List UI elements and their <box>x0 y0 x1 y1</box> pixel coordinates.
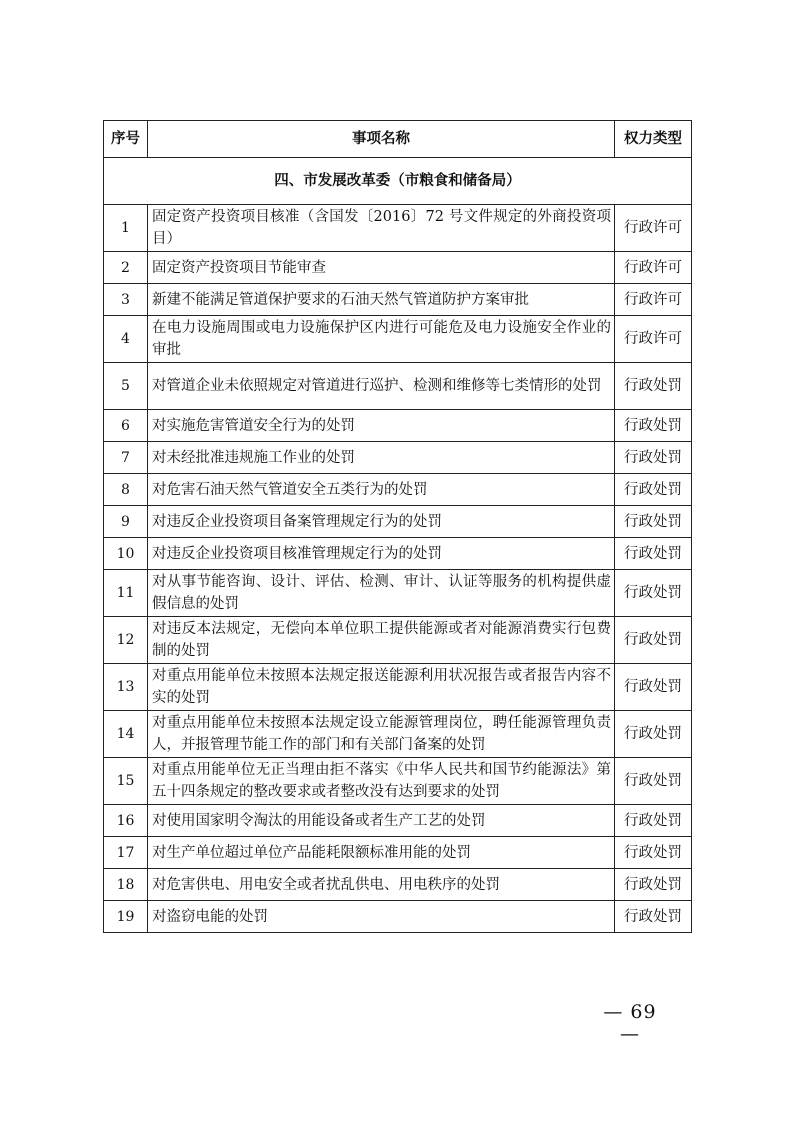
table-row <box>104 837 692 869</box>
row-item-name: 固定资产投资项目核准（含国发〔2016〕72 号文件规定的外商投资项目） <box>148 205 615 252</box>
row-power-type: 行政处罚 <box>615 837 692 869</box>
row-number: 8 <box>104 474 148 506</box>
row-item-name: 在电力设施周围或电力设施保护区内进行可能危及电力设施安全作业的审批 <box>148 316 615 363</box>
table-row <box>104 410 692 442</box>
table-row <box>104 570 692 617</box>
row-item-name: 对重点用能单位未按照本法规定报送能源利用状况报告或者报告内容不实的处罚 <box>148 664 615 711</box>
row-power-type: 行政处罚 <box>615 474 692 506</box>
row-power-type: 行政处罚 <box>615 538 692 570</box>
page-number: — 69 — <box>603 1001 657 1045</box>
row-power-type: 行政处罚 <box>615 363 692 410</box>
table-row <box>104 506 692 538</box>
row-item-name: 对危害供电、用电安全或者扰乱供电、用电秩序的处罚 <box>148 869 615 901</box>
row-power-type: 行政处罚 <box>615 617 692 664</box>
row-item-name: 对违反企业投资项目备案管理规定行为的处罚 <box>148 506 615 538</box>
row-item-name: 对管道企业未依照规定对管道进行巡护、检测和维修等七类情形的处罚 <box>148 363 615 410</box>
row-power-type: 行政许可 <box>615 252 692 284</box>
row-item-name: 对重点用能单位无正当理由拒不落实《中华人民共和国节约能源法》第五十四条规定的整改要求或者整改没有达到要求的处罚 <box>148 758 615 805</box>
row-number: 12 <box>104 617 148 664</box>
row-power-type: 行政处罚 <box>615 442 692 474</box>
row-power-type: 行政处罚 <box>615 805 692 837</box>
row-item-name: 对重点用能单位未按照本法规定设立能源管理岗位，聘任能源管理负责人，并报管理节能工作的部门和有关部门备案的处罚 <box>148 711 615 758</box>
table-row <box>104 805 692 837</box>
row-power-type: 行政处罚 <box>615 901 692 933</box>
row-number: 5 <box>104 363 148 410</box>
row-item-name: 对违反本法规定，无偿向本单位职工提供能源或者对能源消费实行包费制的处罚 <box>148 617 615 664</box>
row-item-name: 对使用国家明令淘汰的用能设备或者生产工艺的处罚 <box>148 805 615 837</box>
table-row <box>104 664 692 711</box>
header-no: 序号 <box>104 121 148 158</box>
table-row <box>104 205 692 252</box>
table-row <box>104 316 692 363</box>
row-item-name: 对未经批准违规施工作业的处罚 <box>148 442 615 474</box>
row-number: 1 <box>104 205 148 252</box>
header-name: 事项名称 <box>148 121 615 158</box>
row-power-type: 行政许可 <box>615 316 692 363</box>
row-power-type: 行政许可 <box>615 205 692 252</box>
row-number: 2 <box>104 252 148 284</box>
row-power-type: 行政处罚 <box>615 506 692 538</box>
row-number: 7 <box>104 442 148 474</box>
header-type: 权力类型 <box>615 121 692 158</box>
table-row <box>104 901 692 933</box>
table-row <box>104 474 692 506</box>
row-item-name: 对从事节能咨询、设计、评估、检测、审计、认证等服务的机构提供虚假信息的处罚 <box>148 570 615 617</box>
row-item-name: 新建不能满足管道保护要求的石油天然气管道防护方案审批 <box>148 284 615 316</box>
table-row <box>104 252 692 284</box>
table-row <box>104 617 692 664</box>
table-row <box>104 538 692 570</box>
section-title: 四、市发展改革委（市粮食和储备局） <box>104 158 692 205</box>
row-number: 18 <box>104 869 148 901</box>
row-power-type: 行政许可 <box>615 284 692 316</box>
row-power-type: 行政处罚 <box>615 570 692 617</box>
table-row <box>104 284 692 316</box>
row-power-type: 行政处罚 <box>615 869 692 901</box>
row-item-name: 对危害石油天然气管道安全五类行为的处罚 <box>148 474 615 506</box>
row-number: 9 <box>104 506 148 538</box>
row-number: 15 <box>104 758 148 805</box>
row-item-name: 对盗窃电能的处罚 <box>148 901 615 933</box>
row-number: 17 <box>104 837 148 869</box>
row-power-type: 行政处罚 <box>615 758 692 805</box>
powers-table <box>103 120 692 933</box>
row-number: 6 <box>104 410 148 442</box>
row-power-type: 行政处罚 <box>615 664 692 711</box>
table-row <box>104 442 692 474</box>
row-number: 4 <box>104 316 148 363</box>
row-number: 10 <box>104 538 148 570</box>
table-row <box>104 363 692 410</box>
row-number: 19 <box>104 901 148 933</box>
row-number: 14 <box>104 711 148 758</box>
table-row <box>104 869 692 901</box>
row-power-type: 行政处罚 <box>615 711 692 758</box>
row-item-name: 固定资产投资项目节能审查 <box>148 252 615 284</box>
row-item-name: 对生产单位超过单位产品能耗限额标准用能的处罚 <box>148 837 615 869</box>
row-number: 11 <box>104 570 148 617</box>
row-number: 3 <box>104 284 148 316</box>
table-row <box>104 758 692 805</box>
row-item-name: 对实施危害管道安全行为的处罚 <box>148 410 615 442</box>
row-number: 16 <box>104 805 148 837</box>
row-number: 13 <box>104 664 148 711</box>
row-item-name: 对违反企业投资项目核准管理规定行为的处罚 <box>148 538 615 570</box>
row-power-type: 行政处罚 <box>615 410 692 442</box>
section-row <box>104 158 692 205</box>
table-header-row <box>104 121 692 158</box>
table-row <box>104 711 692 758</box>
